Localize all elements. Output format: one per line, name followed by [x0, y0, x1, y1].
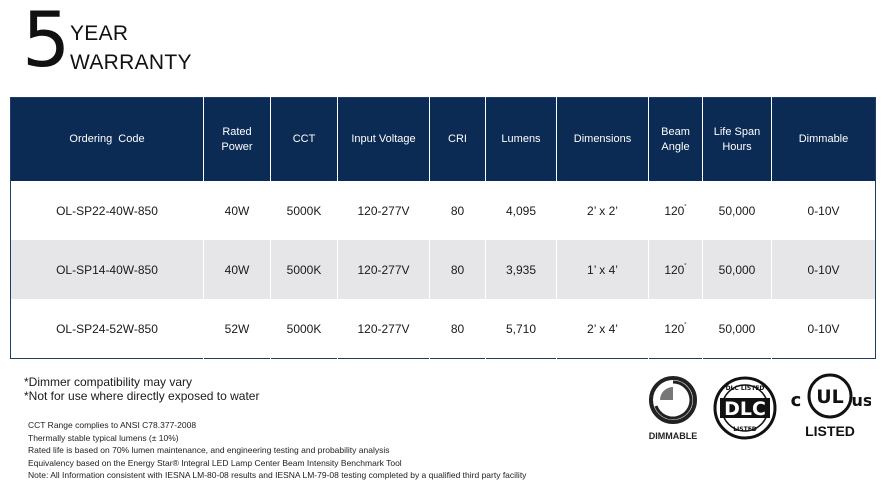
cell-value: 120-277V [357, 262, 410, 277]
cell-value: 120-277V [357, 203, 410, 218]
table-cell-cct [271, 181, 338, 240]
table-cell-life-span-hours [703, 181, 772, 240]
table-cell-beam-angle [649, 181, 703, 240]
degree-symbol: ˚ [684, 204, 687, 212]
fine-print-line: Note: All Information consistent with IESNA LM-80-08 results and IESNA LM-79-08 testing completed by a qualified third party facility [28, 470, 527, 481]
column-header-text: Life Span [713, 125, 761, 138]
table-cell-cct [271, 299, 338, 359]
cell-value: 120 [664, 262, 685, 277]
degree-symbol: ˚ [684, 322, 687, 330]
cell-value: 52W [224, 321, 250, 336]
table-cell-input-voltage [338, 181, 430, 240]
cell-value: 80 [450, 203, 465, 218]
table-cell-cri [430, 181, 486, 240]
column-header-lumens [486, 98, 557, 182]
ul-listed-label: LISTED [805, 423, 855, 439]
fine-print-line: CCT Range complies to ANSI C78.377-2008 [28, 420, 197, 430]
cell-value: OL-SP22-40W-850 [56, 203, 158, 218]
table-cell-dimmable [772, 299, 876, 359]
dlc-logo-icon [713, 376, 777, 440]
ul-c-text: c [790, 390, 802, 411]
table-cell-rated-power [204, 240, 271, 299]
note-water: *Not for use where directly exposed to water [24, 389, 260, 403]
column-header-dimensions [557, 98, 649, 182]
cell-value: 0-10V [807, 321, 840, 336]
warranty-line-2: WARRANTY [70, 51, 192, 74]
fine-print-line: Equivalency based on the Energy Star® Integral LED Lamp Center Beam Intensity Benchmark Tool [28, 457, 402, 468]
dimmable-icon [647, 375, 699, 425]
table-cell-dimensions [557, 181, 649, 240]
table-cell-life-span-hours [703, 299, 772, 359]
column-header-rated-power [204, 98, 271, 182]
spec-table [10, 97, 876, 359]
cell-value: 50,000 [718, 262, 756, 277]
cell-value: 5000K [286, 262, 322, 277]
ul-mark-text: UL [816, 386, 844, 408]
fine-print [28, 419, 526, 482]
cell-value: 40W [224, 262, 250, 277]
dimmable-label: DIMMABLE [648, 431, 698, 441]
column-header-cri [430, 98, 486, 182]
fine-print-line: Rated life is based on 70% lumen maintenance, and engineering testing and probability analysis [28, 445, 390, 456]
column-header-ordering-code [11, 98, 204, 182]
table-cell-ordering-code [11, 181, 204, 240]
dlc-text: DLC [724, 398, 766, 420]
cell-value: 4,095 [505, 203, 537, 218]
table-cell-ordering-code [11, 240, 204, 299]
cell-value: 120-277V [357, 321, 410, 336]
cell-value: OL-SP24-52W-850 [56, 321, 158, 336]
dlc-badge [713, 376, 777, 440]
cell-value: 40W [224, 203, 250, 218]
column-header-input-voltage [338, 98, 430, 182]
table-cell-beam-angle [649, 240, 703, 299]
column-header-text: CRI [448, 133, 467, 145]
cell-value: 5000K [286, 203, 322, 218]
warranty-number: 5 [22, 0, 71, 84]
column-header-text: Dimmable [798, 133, 849, 145]
cell-value: 50,000 [718, 203, 756, 218]
table-cell-dimmable [772, 181, 876, 240]
column-header-text: Angle [661, 140, 690, 153]
column-header-text: Lumens [501, 133, 541, 145]
table-cell-input-voltage [338, 299, 430, 359]
cell-value: OL-SP14-40W-850 [56, 262, 158, 277]
table-cell-cri [430, 240, 486, 299]
table-cell-lumens [486, 240, 557, 299]
table-cell-input-voltage [338, 240, 430, 299]
column-header-text: Rated [222, 125, 252, 138]
column-header-text: CCT [292, 133, 316, 145]
dimmable-badge [642, 375, 704, 441]
table-cell-beam-angle [649, 299, 703, 359]
column-header-beam-angle [649, 98, 703, 182]
column-header-text: Dimensions [573, 133, 632, 145]
dlc-ring-bottom-text: LISTED [733, 426, 757, 433]
table-cell-dimensions [557, 299, 649, 359]
cell-value: 50,000 [718, 321, 756, 336]
column-header-dimmable [772, 98, 876, 182]
table-cell-cct [271, 240, 338, 299]
table-cell-cri [430, 299, 486, 359]
column-header-text: Power [221, 140, 253, 153]
cell-value: 5000K [286, 321, 322, 336]
note-dimmer: *Dimmer compatibility may vary [24, 375, 193, 389]
ul-listed-badge [789, 372, 871, 439]
notes [24, 375, 259, 403]
column-header-life-span-hours [703, 98, 772, 182]
fine-print-line: Thermally stable typical lumens (± 10%) [28, 432, 179, 443]
cell-value: 3,935 [505, 262, 537, 277]
table-cell-lumens [486, 299, 557, 359]
cell-value: 2’ x 2’ [587, 203, 618, 218]
cell-value: 0-10V [807, 203, 840, 218]
cell-value: 2’ x 4’ [587, 321, 618, 336]
table-header-row [11, 98, 876, 182]
table-row [11, 299, 876, 359]
table-row [11, 181, 876, 240]
table-cell-ordering-code [11, 299, 204, 359]
table-cell-dimensions [557, 240, 649, 299]
cell-value: 80 [450, 262, 465, 277]
cell-value: 80 [450, 321, 465, 336]
table-cell-rated-power [204, 181, 271, 240]
table-cell-lumens [486, 181, 557, 240]
column-header-text: Ordering Code [69, 133, 145, 145]
warranty-line-1: YEAR [70, 22, 129, 45]
column-header-text: Beam [661, 125, 690, 138]
table-cell-dimmable [772, 240, 876, 299]
table-row [11, 240, 876, 299]
cell-value: 120 [664, 321, 685, 336]
column-header-text: Hours [722, 140, 752, 153]
degree-symbol: ˚ [684, 263, 687, 271]
ul-logo-icon [789, 372, 871, 420]
dlc-ring-top-text: DLC LISTED [725, 385, 765, 392]
column-header-cct [271, 98, 338, 182]
column-header-text: Input Voltage [351, 133, 416, 145]
ul-us-text: us [851, 391, 871, 410]
cell-value: 120 [664, 203, 685, 218]
cell-value: 5,710 [505, 321, 537, 336]
cell-value: 0-10V [807, 262, 840, 277]
table-cell-life-span-hours [703, 240, 772, 299]
table-cell-rated-power [204, 299, 271, 359]
cell-value: 1’ x 4’ [587, 262, 618, 277]
